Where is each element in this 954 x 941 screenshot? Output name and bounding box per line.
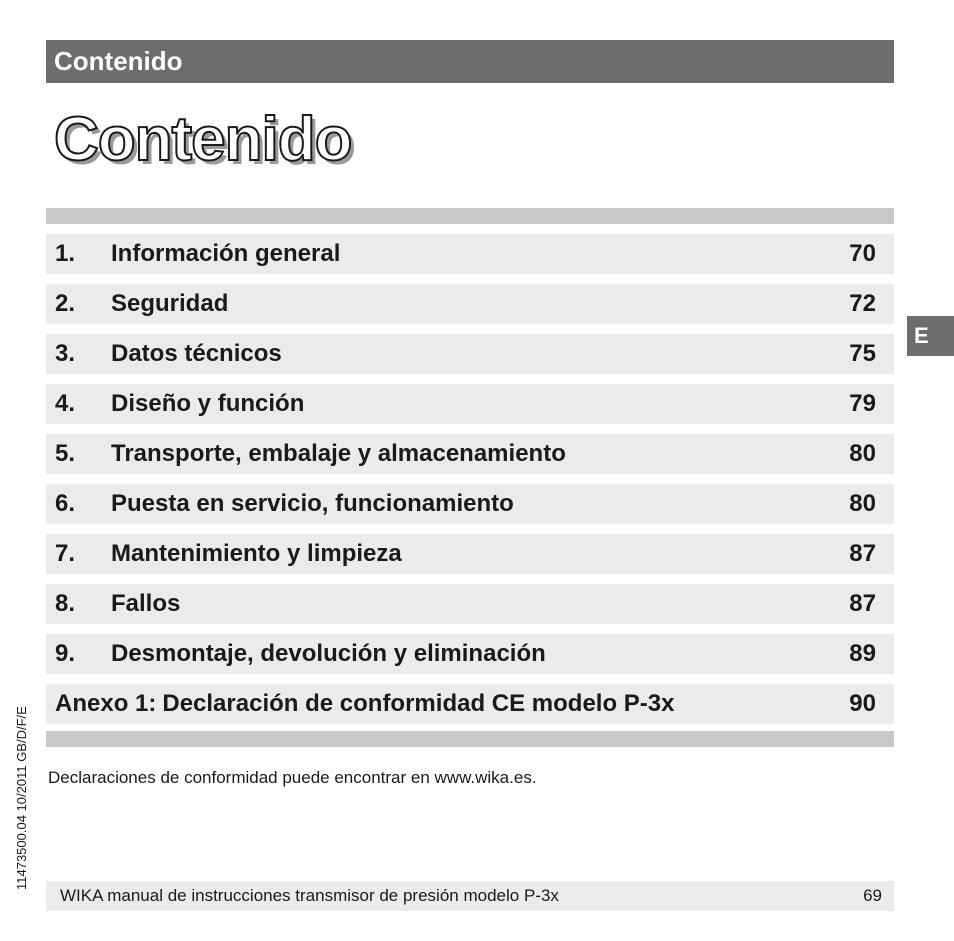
toc-item-title: Información general xyxy=(111,240,341,267)
top-divider xyxy=(46,208,894,224)
toc-item-page: 90 xyxy=(849,690,876,717)
toc-item-title: Declaración de conformidad CE modelo P-3x xyxy=(162,690,675,717)
toc-item-title: Datos técnicos xyxy=(111,340,282,367)
toc-item-number: 7. xyxy=(55,540,76,567)
page-number: 69 xyxy=(863,886,882,905)
toc-item-page: 89 xyxy=(849,640,876,667)
toc-item-title: Seguridad xyxy=(111,290,229,317)
toc-item-number: 6. xyxy=(55,490,76,517)
toc-item-number: 1. xyxy=(55,240,76,267)
toc-item-number: Anexo 1: xyxy=(55,690,157,717)
toc-item-number: 9. xyxy=(55,640,76,667)
language-tab: E xyxy=(907,316,954,356)
toc-item-1[interactable] xyxy=(46,234,894,274)
toc-item-number: 2. xyxy=(55,290,76,317)
toc-item-annex-1[interactable] xyxy=(46,684,894,724)
footer-text: WIKA manual de instrucciones transmisor de presión modelo P-3x xyxy=(60,886,559,905)
toc-item-4[interactable] xyxy=(46,384,894,424)
toc-item-7[interactable] xyxy=(46,534,894,574)
toc-item-page: 80 xyxy=(849,440,876,467)
page-title: Contenido xyxy=(54,105,352,174)
toc-item-page: 70 xyxy=(849,240,876,267)
toc-item-9[interactable] xyxy=(46,634,894,674)
toc-item-5[interactable] xyxy=(46,434,894,474)
conformity-note: Declaraciones de conformidad puede encontrar en www.wika.es. xyxy=(48,768,537,787)
toc-item-number: 3. xyxy=(55,340,76,367)
table-of-contents xyxy=(46,234,894,734)
page-footer xyxy=(46,881,894,911)
toc-item-page: 87 xyxy=(849,590,876,617)
toc-item-title: Fallos xyxy=(111,590,181,617)
toc-item-page: 75 xyxy=(849,340,876,367)
section-header xyxy=(46,40,894,83)
toc-item-title: Diseño y función xyxy=(111,390,305,417)
toc-item-page: 72 xyxy=(849,290,876,317)
toc-item-title: Mantenimiento y limpieza xyxy=(111,540,402,567)
toc-item-page: 79 xyxy=(849,390,876,417)
section-header-title: Contenido xyxy=(54,46,183,76)
toc-item-number: 4. xyxy=(55,390,76,417)
toc-item-6[interactable] xyxy=(46,484,894,524)
toc-item-number: 5. xyxy=(55,440,76,467)
toc-item-3[interactable] xyxy=(46,334,894,374)
toc-item-title: Desmontaje, devolución y eliminación xyxy=(111,640,546,667)
toc-item-2[interactable] xyxy=(46,284,894,324)
toc-item-number: 8. xyxy=(55,590,76,617)
toc-item-8[interactable] xyxy=(46,584,894,624)
bottom-divider xyxy=(46,731,894,747)
toc-item-title: Puesta en servicio, funcionamiento xyxy=(111,490,514,517)
document-code: 11473500.04 10/2011 GB/D/F/E xyxy=(14,706,29,890)
toc-item-page: 80 xyxy=(849,490,876,517)
toc-item-page: 87 xyxy=(849,540,876,567)
toc-item-title: Transporte, embalaje y almacenamiento xyxy=(111,440,566,467)
